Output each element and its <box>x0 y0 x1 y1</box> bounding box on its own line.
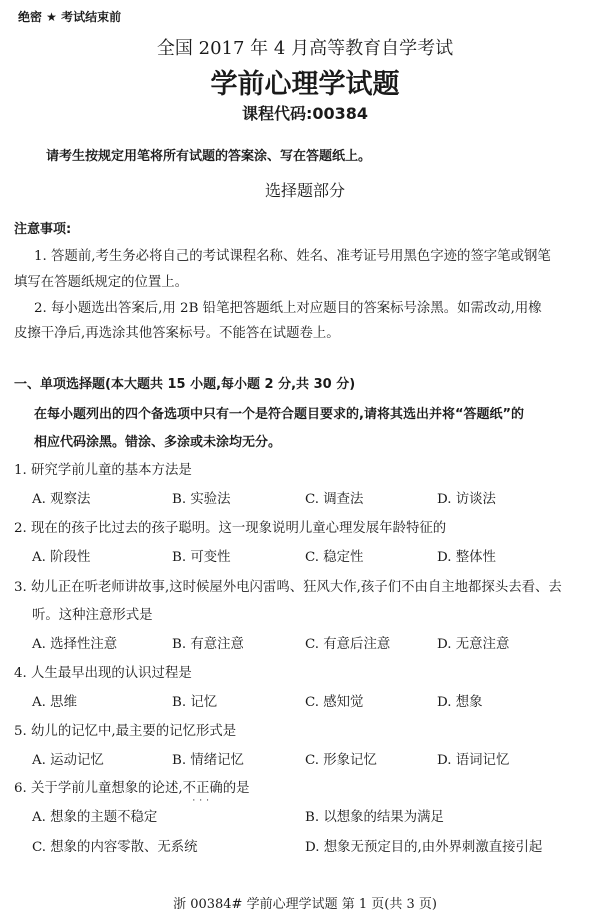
part-description: 相应代码涂黑。错涂、多涂或未涂均无分。 <box>34 435 282 450</box>
option-d: D. 语词记忆 <box>437 753 510 768</box>
option-b: B. 记忆 <box>172 695 218 710</box>
option-b: B. 情绪记忆 <box>172 753 244 768</box>
question-stem: 2. 现在的孩子比过去的孩子聪明。这一现象说明儿童心理发展年龄特征的 <box>14 521 447 536</box>
page-footer: 浙 00384# 学前心理学试题 第 1 页(共 3 页) <box>173 897 437 912</box>
option-a: A. 思维 <box>32 695 77 710</box>
option-a: A. 观察法 <box>32 492 91 507</box>
part-description: 在每小题列出的四个备选项中只有一个是符合题目要求的,请将其选出并将“答题纸”的 <box>34 407 525 422</box>
subject-title: 学前心理学试题 <box>210 69 400 100</box>
option-a: A. 想象的主题不稳定 <box>32 810 158 825</box>
option-b: B. 以想象的结果为满足 <box>305 810 444 825</box>
exam-title: 全国 2017 年 4 月高等教育自学考试 <box>156 38 454 59</box>
question-stem-continued: 听。这种注意形式是 <box>32 608 153 623</box>
option-c: C. 想象的内容零散、无系统 <box>32 840 198 855</box>
option-b: B. 可变性 <box>172 550 231 565</box>
notice-title: 注意事项: <box>14 222 72 237</box>
option-a: A. 阶段性 <box>32 550 91 565</box>
question-stem: 3. 幼儿正在听老师讲故事,这时候屋外电闪雷鸣、狂风大作,孩子们不由自主地都探头去看、去 <box>14 580 562 595</box>
option-c: C. 感知觉 <box>305 695 364 710</box>
question-stem: 5. 幼儿的记忆中,最主要的记忆形式是 <box>14 724 237 739</box>
part-heading: 一、单项选择题(本大题共 15 小题,每小题 2 分,共 30 分) <box>14 377 356 392</box>
option-c: C. 形象记忆 <box>305 753 377 768</box>
confidential-mark: 绝密 ★ 考试结束前 <box>18 10 122 24</box>
notice-line: 皮擦干净后,再选涂其他答案标号。不能答在试题卷上。 <box>14 326 340 341</box>
option-c: C. 有意后注意 <box>305 637 391 652</box>
emphasis-dots: ··· <box>192 796 213 806</box>
option-b: B. 有意注意 <box>172 637 244 652</box>
notice-line: 2. 每小题选出答案后,用 2B 铅笔把答题纸上对应题目的答案标号涂黑。如需改动,用橡 <box>34 301 542 316</box>
option-b: B. 实验法 <box>172 492 231 507</box>
option-d: D. 无意注意 <box>437 637 510 652</box>
option-c: C. 调查法 <box>305 492 364 507</box>
notice-line: 1. 答题前,考生务必将自己的考试课程名称、姓名、准考证号用黑色字迹的签字笔或钢笔 <box>34 249 551 264</box>
general-instruction: 请考生按规定用笔将所有试题的答案涂、写在答题纸上。 <box>46 149 372 164</box>
option-c: C. 稳定性 <box>305 550 364 565</box>
section-title: 选择题部分 <box>264 181 345 200</box>
option-d: D. 想象无预定目的,由外界刺激直接引起 <box>305 840 543 855</box>
emphasis-not-correct: 不正确 ··· <box>182 781 223 806</box>
option-a: A. 选择性注意 <box>32 637 118 652</box>
question-stem: 4. 人生最早出现的认识过程是 <box>14 666 192 681</box>
question-stem: 1. 研究学前儿童的基本方法是 <box>14 463 192 478</box>
notice-line: 填写在答题纸规定的位置上。 <box>14 275 189 290</box>
option-d: D. 整体性 <box>437 550 496 565</box>
option-d: D. 访谈法 <box>437 492 496 507</box>
option-d: D. 想象 <box>437 695 483 710</box>
option-a: A. 运动记忆 <box>32 753 104 768</box>
question-stem: 6. 关于学前儿童想象的论述,不正确 ··· 的是 <box>14 781 250 806</box>
course-code: 课程代码:00384 <box>241 104 369 123</box>
